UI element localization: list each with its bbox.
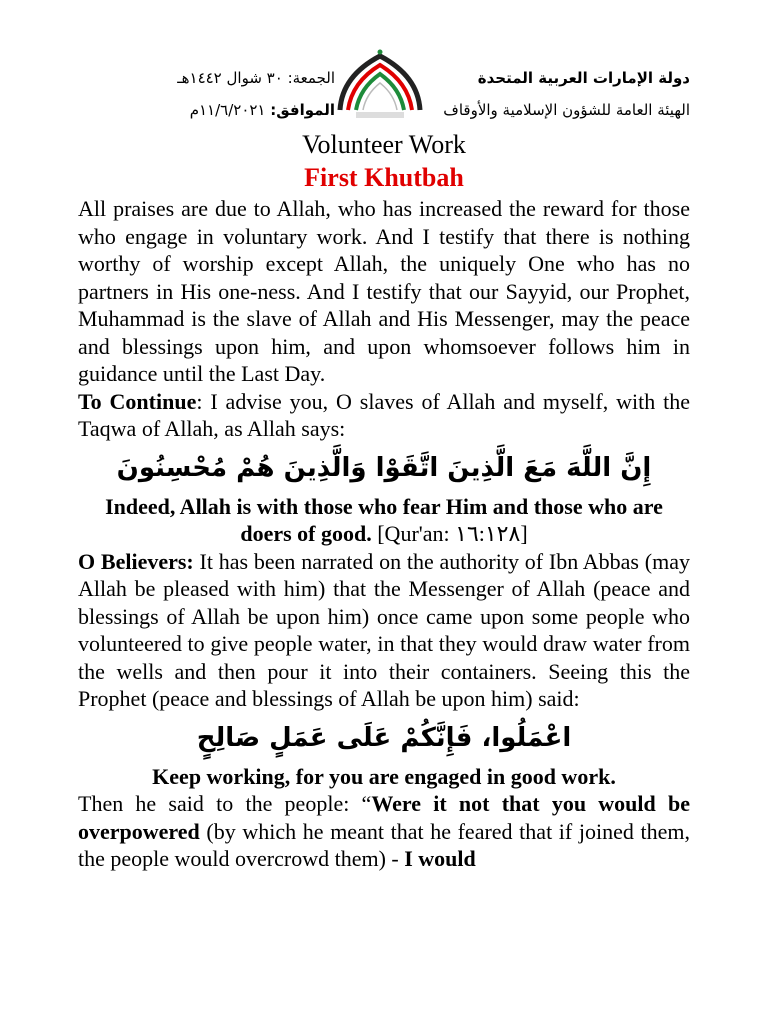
believers-text: It has been narrated on the authority of Ibn Abbas (may Allah be pleased with him) that the Messenger of Allah (peace and blessings of Allah be upon him) once came upon some people who volunteered to give people water, in that they would draw water from the wells and then pour it into their containers. Seeing this the Prophet (peace and blessings of Allah be upon him) said: [78, 548, 690, 711]
khutbah-body [78, 195, 690, 873]
opening-paragraph: All praises are due to Allah, who has increased the reward for those who engage in voluntary work. And I testify that there is nothing worthy of worship except Allah, the uniquely One who has no partners in His one-ness. And I testify that our Sayyid, our Prophet, Muhammad is the slave of Allah and His Messenger, may the peace and blessings upon him, and upon whomsoever follows him in guidance until the Last Day. [78, 196, 690, 386]
hijri-date: الجمعة: ٣٠ شوال ١٤٤٢هـ [177, 69, 335, 87]
page-header [0, 0, 768, 130]
hadith-arabic: اعْمَلُوا، فَإِنَّكُمْ عَلَى عَمَلٍ صَالِحٍ [196, 722, 572, 753]
mosque-dome-logo-icon [330, 48, 430, 128]
closing-quote-b: I would [404, 846, 476, 871]
date-label: الموافق: [270, 101, 335, 119]
continue-text: : I advise you, O slaves of Allah and myself, with the Taqwa of Allah, as Allah says: [78, 388, 690, 441]
hadith-translation: Keep working, for you are engaged in good work. [152, 763, 616, 789]
verse-translation-text: Indeed, Allah is with those who fear Him and those who are doers of good. [105, 493, 663, 546]
closing-text-a: Then he said to the people: “ [78, 791, 372, 816]
authority-block [440, 62, 690, 126]
page-title: Volunteer Work [302, 130, 466, 159]
closing-text-b: (by which he meant that he feared that if joined them, the people would overcrowd them) - [78, 818, 690, 871]
continue-label: To Continue [78, 388, 197, 414]
verse-translation [78, 493, 690, 548]
closing-quote-a: Were it not that you would be overpowered [78, 791, 690, 844]
section-subtitle: First Khutbah [304, 163, 464, 192]
date-block [145, 62, 335, 126]
believers-label: O Believers: [78, 548, 194, 574]
believers-paragraph [78, 548, 690, 713]
quran-verse-arabic: إِنَّ اللَّهَ مَعَ الَّذِينَ اتَّقَوْا وَالَّذِينَ هُمْ مُحْسِنُونَ [116, 452, 652, 483]
authority-name: الهيئة العامة للشؤون الإسلامية والأوقاف [443, 101, 690, 119]
gregorian-date [145, 94, 335, 126]
continue-paragraph [78, 388, 690, 443]
date-value: ١١/٦/٢٠٢١م [189, 101, 266, 119]
country-name: دولة الإمارات العربية المتحدة [477, 69, 690, 87]
closing-paragraph [78, 790, 690, 873]
verse-reference: [Qur'an: ١٦:١٢٨] [371, 521, 528, 546]
